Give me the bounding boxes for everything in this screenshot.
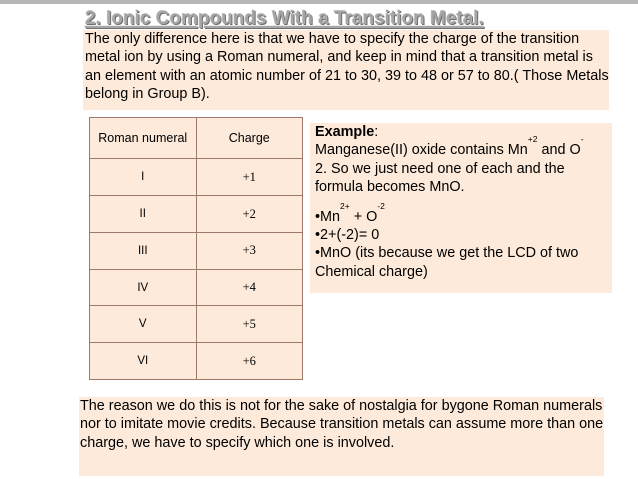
example-text: . So we just need one of each and the formula becomes MnO. xyxy=(315,160,565,196)
header-roman-numeral: Roman numeral xyxy=(90,118,197,159)
roman-cell: I xyxy=(90,159,197,196)
example-text: Manganese(II) oxide contains Mn xyxy=(315,142,528,159)
charge-cell: +4 xyxy=(196,269,303,306)
o-ion-superscript: -2 xyxy=(377,200,385,211)
bullet-text: + O xyxy=(349,208,378,225)
charge-cell: +1 xyxy=(196,159,303,196)
roman-cell: II xyxy=(90,196,197,233)
mn-ion-superscript: 2+ xyxy=(340,200,350,211)
example-heading: Example xyxy=(315,124,375,140)
table-row xyxy=(90,306,303,343)
roman-cell: III xyxy=(90,232,197,269)
bullet-text: •Mn xyxy=(315,208,341,225)
example-heading-line xyxy=(315,123,610,141)
table-row xyxy=(90,343,303,380)
charge-cell: +6 xyxy=(196,343,303,380)
charge-cell: +3 xyxy=(196,232,303,269)
roman-cell: VI xyxy=(90,343,197,380)
example-explanation xyxy=(315,134,610,196)
example-text: and O xyxy=(537,142,581,159)
table-row xyxy=(90,196,303,233)
o-charge-superscript: - xyxy=(580,134,584,145)
table-row xyxy=(90,159,303,196)
footer-box xyxy=(79,397,604,476)
charge-cell: +2 xyxy=(196,196,303,233)
example-bullet-2: •2+(-2)= 0 xyxy=(315,227,380,244)
example-heading-colon: : xyxy=(374,124,379,140)
slide-title: 2. Ionic Compounds With a Transition Metal. xyxy=(85,8,484,29)
table-row xyxy=(90,232,303,269)
header-charge: Charge xyxy=(196,118,303,159)
example-bullet-3: •MnO (its because we get the LCD of two Chemical charge) xyxy=(315,245,579,280)
example-bullet-1 xyxy=(315,200,610,226)
intro-box xyxy=(83,30,609,110)
table-header-row xyxy=(90,118,303,159)
top-band xyxy=(0,0,638,4)
roman-cell: IV xyxy=(90,269,197,306)
roman-numeral-table xyxy=(89,117,303,380)
mn-charge-superscript: +2 xyxy=(527,134,538,145)
example-text: 2 xyxy=(315,160,324,177)
charge-cell: +5 xyxy=(196,306,303,343)
intro-text: The only difference here is that we have to specify the charge of the transition metal ion by using a Roman numeral, and keep in mind that a transition metal is an element with an atomic number of 21 to 30, 39 to 48 or 57 to 80.( Those Metals belong in Group B). xyxy=(85,31,609,103)
footer-text: The reason we do this is not for the sake of nostalgia for bygone Roman numerals nor to imitate movie credits. Because transition metals can assume more than one charge, we have to specify which one is involved. xyxy=(80,398,604,451)
roman-cell: V xyxy=(90,306,197,343)
table-row xyxy=(90,269,303,306)
example-box xyxy=(310,123,612,293)
